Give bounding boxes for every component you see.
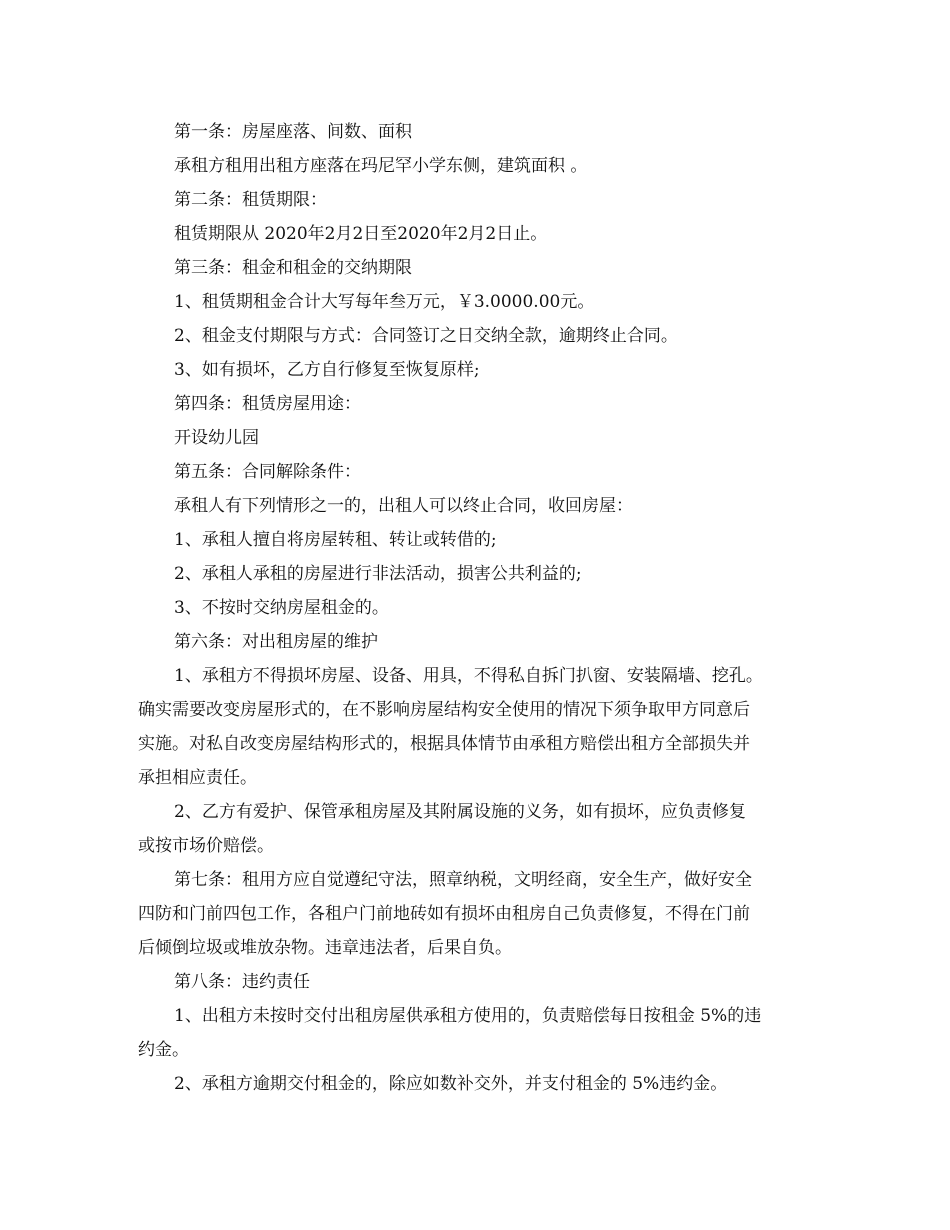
article-6-heading: 第六条：对出租房屋的维护 — [174, 632, 378, 652]
article-5-item-3: 3、不按时交纳房屋租金的。 — [174, 598, 389, 618]
article-5-heading: 第五条：合同解除条件： — [174, 462, 361, 482]
article-6-item-1-line-4: 承担相应责任。 — [138, 768, 257, 788]
article-7-line-3: 后倾倒垃圾或堆放杂物。违章违法者，后果自负。 — [138, 938, 512, 958]
article-3-item-2: 2、租金支付期限与方式：合同签订之日交纳全款，逾期终止合同。 — [174, 326, 678, 346]
article-3-heading: 第三条：租金和租金的交纳期限 — [174, 258, 412, 278]
article-8-item-1-line-1: 1、出租方未按时交付出租房屋供承租方使用的，负责赔偿每日按租金 5%的违 — [174, 1006, 762, 1026]
article-2-heading: 第二条：租赁期限： — [174, 190, 327, 210]
article-6-item-1-line-3: 实施。对私自改变房屋结构形式的，根据具体情节由承租方赔偿出租方全部损失并 — [138, 734, 750, 754]
article-4-heading: 第四条：租赁房屋用途： — [174, 394, 361, 414]
article-5-intro: 承租人有下列情形之一的，出租人可以终止合同，收回房屋： — [174, 496, 633, 516]
article-1-heading: 第一条：房屋座落、间数、面积 — [174, 122, 412, 142]
article-6-item-2-line-1: 2、乙方有爱护、保管承租房屋及其附属设施的义务，如有损坏，应负责修复 — [174, 802, 746, 822]
article-5-item-2: 2、承租人承租的房屋进行非法活动，损害公共利益的; — [174, 564, 582, 584]
article-6-item-1-line-1: 1、承租方不得损坏房屋、设备、用具，不得私自拆门扒窗、安装隔墙、挖孔。 — [174, 666, 763, 686]
article-3-item-1: 1、租赁期租金合计大写每年叁万元，￥3.0000.00元。 — [174, 292, 595, 312]
article-8-item-1-line-2: 约金。 — [138, 1040, 189, 1060]
article-5-item-1: 1、承租人擅自将房屋转租、转让或转借的; — [174, 530, 497, 550]
article-7-line-2: 四防和门前四包工作，各租户门前地砖如有损坏由租房自己负责修复，不得在门前 — [138, 904, 750, 924]
contract-body — [138, 115, 818, 1101]
article-8-item-2: 2、承租方逾期交付租金的，除应如数补交外，并支付租金的 5%违约金。 — [174, 1074, 728, 1094]
article-7-line-1: 第七条：租用方应自觉遵纪守法，照章纳税，文明经商，安全生产，做好安全 — [174, 870, 752, 890]
article-2-text: 租赁期限从 2020年2月2日至2020年2月2日止。 — [174, 224, 548, 244]
article-1-text: 承租方租用出租方座落在玛尼罕小学东侧，建筑面积 。 — [174, 156, 588, 176]
article-4-text: 开设幼儿园 — [174, 428, 259, 448]
article-8-heading: 第八条：违约责任 — [174, 972, 310, 992]
article-3-item-3: 3、如有损坏，乙方自行修复至恢复原样; — [174, 360, 480, 380]
article-6-item-1-line-2: 确实需要改变房屋形式的，在不影响房屋结构安全使用的情况下须争取甲方同意后 — [138, 700, 750, 720]
article-6-item-2-line-2: 或按市场价赔偿。 — [138, 836, 274, 856]
